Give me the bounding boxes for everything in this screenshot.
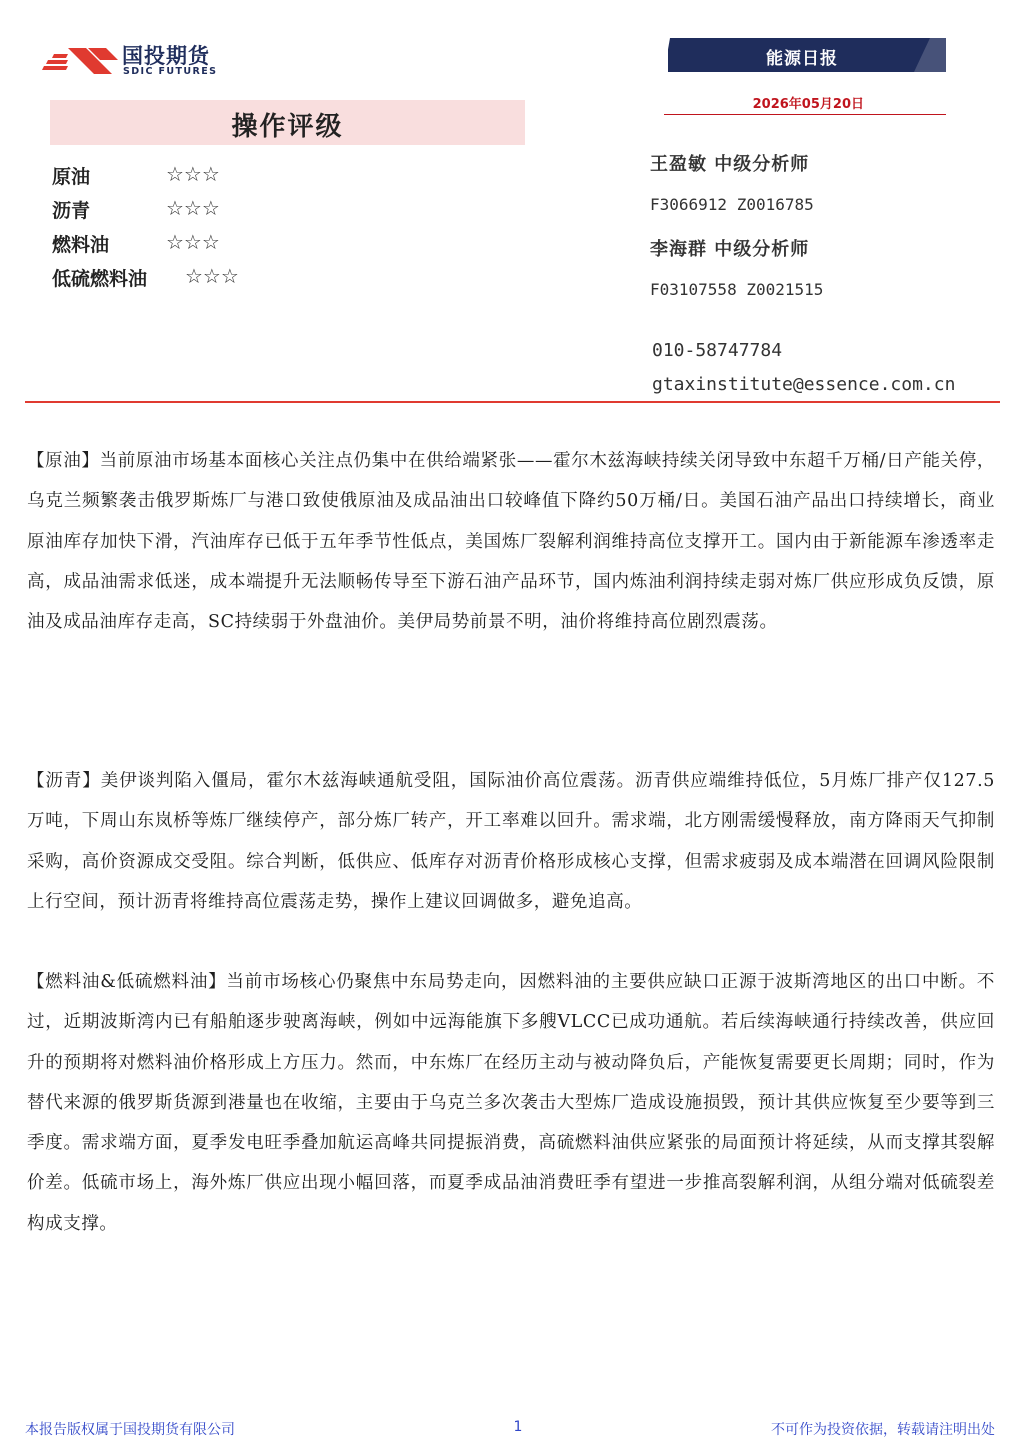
analyst-name-2: 李海群 中级分析师 [650, 239, 810, 260]
rating-stars-crude: ☆☆☆ [166, 162, 220, 186]
rating-stars-asphalt: ☆☆☆ [166, 196, 220, 220]
rating-stars-fuel-oil: ☆☆☆ [166, 230, 220, 254]
analyst-name-1: 王盈敏 中级分析师 [650, 154, 810, 175]
analyst-id-1: F3066912 Z0016785 [650, 195, 814, 214]
rating-stars-lsfo: ☆☆☆ [185, 264, 239, 288]
sdic-logo-mark [42, 40, 122, 80]
contact-phone: 010-58747784 [652, 340, 783, 361]
footer-copyright: 本报告版权属于国投期货有限公司 [25, 1422, 235, 1438]
header-divider [25, 401, 1000, 403]
contact-email[interactable]: gtaxinstitute@essence.com.cn [652, 374, 956, 395]
paragraph-asphalt: 【沥青】美伊谈判陷入僵局，霍尔木兹海峡通航受阻，国际油价高位震荡。沥青供应端维持低位，5月炼厂排产仅127.5万吨，下周山东岚桥等炼厂继续停产，部分炼厂转产，开工率难以回升。需求端，北方刚需缓慢释放，南方降雨天气抑制采购，高价资源成交受阻。综合判断，低供应、低库存对沥青价格形成核心支撑，但需求疲弱及成本端潜在回调风险限制上行空间，预计沥青将维持高位震荡走势，操作上建议回调做多，避免追高。 [27, 771, 995, 912]
page-number: 1 [513, 1419, 523, 1435]
footer-disclaimer: 不可作为投资依据，转载请注明出处 [771, 1422, 995, 1438]
rating-label-asphalt: 沥青 [52, 200, 91, 222]
rating-label-lsfo: 低硫燃料油 [52, 268, 148, 290]
logo-company-name-en: SDIC FUTURES [123, 66, 218, 77]
date-underline [664, 114, 946, 115]
analyst-id-2: F03107558 Z0021515 [650, 280, 824, 299]
paragraph-crude-oil: 【原油】当前原油市场基本面核心关注点仍集中在供给端紧张——霍尔木兹海峡持续关闭导致中东超千万桶/日产能关停，乌克兰频繁袭击俄罗斯炼厂与港口致使俄原油及成品油出口较峰值下降约50万桶/日。美国石油产品出口持续增长，商业原油库存加快下滑，汽油库存已低于五年季节性低点，美国炼厂裂解利润维持高位支撑开工。国内由于新能源车渗透率走高，成品油需求低迷，成本端提升无法顺畅传导至下游石油产品环节，国内炼油利润持续走弱对炼厂供应形成负反馈，原油及成品油库存走高，SC持续弱于外盘油价。美伊局势前景不明，油价将维持高位剧烈震荡。 [27, 451, 995, 633]
report-type: 能源日报 [766, 49, 838, 69]
report-date: 2026年05月20日 [752, 97, 864, 112]
paragraph-fuel-oil: 【燃料油&低硫燃料油】当前市场核心仍聚焦中东局势走向，因燃料油的主要供应缺口正源于波斯湾地区的出口中断。不过，近期波斯湾内已有船舶逐步驶离海峡，例如中远海能旗下多艘VLCC已成功通航。若后续海峡通行持续改善，供应回升的预期将对燃料油价格形成上方压力。然而，中东炼厂在经历主动与被动降负后，产能恢复需要更长周期；同时，作为替代来源的俄罗斯货源到港量也在收缩，主要由于乌克兰多次袭击大型炼厂造成设施损毁，预计其供应恢复至少要等到三季度。需求端方面，夏季发电旺季叠加航运高峰共同提振消费，高硫燃料油供应紧张的局面预计将延续，从而支撑其裂解价差。低硫市场上，海外炼厂供应出现小幅回落，而夏季成品油消费旺季有望进一步推高裂解利润，从组分端对低硫裂差构成支撑。 [27, 972, 995, 1234]
logo-company-name: 国投期货 [122, 44, 210, 68]
rating-label-crude: 原油 [52, 166, 91, 188]
rating-title: 操作评级 [231, 112, 344, 142]
rating-label-fuel-oil: 燃料油 [52, 234, 110, 256]
